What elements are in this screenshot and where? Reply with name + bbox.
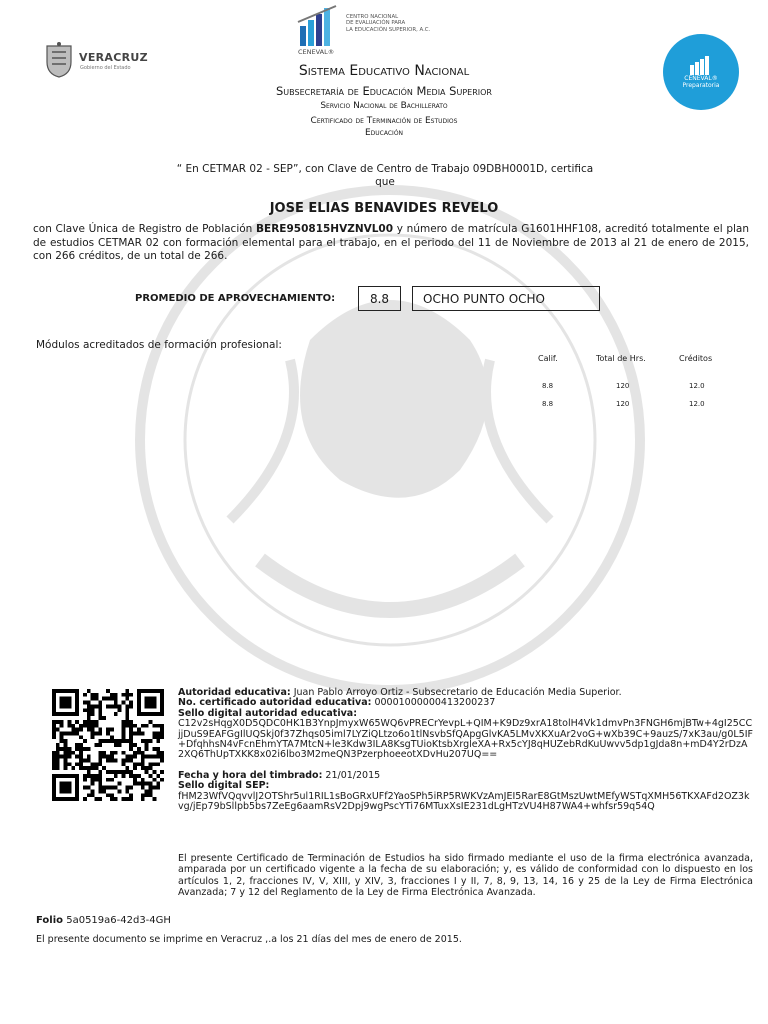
modules-header-credits: Créditos [679, 354, 713, 363]
folio-label: Folio [36, 915, 64, 926]
ceneval-line-3: LA EDUCACIÓN SUPERIOR, A.C. [346, 26, 431, 33]
promedio-words: OCHO PUNTO OCHO [412, 286, 600, 311]
veracruz-subtitle: Gobierno del Estado [80, 65, 131, 71]
ceneval-line-2: DE EVALUACIÓN PARA [346, 20, 406, 27]
seal-label: Sello digital autoridad educativa: [178, 707, 358, 719]
cert-no-label: No. certificado autoridad educativa: [178, 697, 372, 709]
signature-block [178, 688, 753, 812]
modules-title: Módulos acreditados de formación profesional: [36, 339, 282, 351]
qr-code [52, 689, 164, 801]
ceneval-line-1: CENTRO NACIONAL [346, 14, 399, 20]
certifies-line-2: que [375, 176, 395, 188]
ceneval-circle-sub: Preparatoria [682, 82, 720, 89]
header-line-2: Subsecretaría de Educación Media Superior [275, 84, 492, 98]
ceneval-name-lines [346, 14, 430, 33]
module-row-1-calif: 8.8 [542, 382, 554, 390]
paragraph-rest: y número de matrícula G1601HHF108, acreditó totalmente el plan de estudios CETMAR 02 con formación elemental para el trabajo, en el periodo del 11 de Noviembre de 2013 al 21 de enero de 2015, con 266 créditos, de un total de 266. [33, 223, 749, 262]
curp-value: BERE950815HVZNVL00 [256, 223, 394, 235]
veracruz-name: VERACRUZ [79, 51, 148, 64]
printed-note: El presente documento se imprime en Veracruz ,.a los 21 días del mes de enero de 2015. [36, 934, 462, 945]
curp-prefix: con Clave Única de Registro de Población [33, 223, 257, 235]
header-line-3: Servicio Nacional de Bachillerato [320, 101, 448, 111]
module-row-1-credits: 12.0 [689, 382, 705, 390]
student-paragraph [33, 223, 749, 264]
authority-label: Autoridad educativa: [178, 687, 291, 698]
header-line-4: Certificado de Terminación de Estudios [310, 116, 458, 126]
module-row-2-hours: 120 [616, 400, 630, 408]
folio [36, 915, 171, 926]
header-line-5: Educación [364, 128, 404, 138]
date-label: Fecha y hora del timbrado: [178, 769, 323, 781]
modules-header-hours: Total de Hrs. [596, 354, 646, 363]
ceneval-circle-brand: CENEVAL® [684, 75, 718, 82]
certifies-line-1: “ En CETMAR 02 - SEP”, con Clave de Centro de Trabajo 09DBH0001D, certifica [176, 163, 594, 175]
header-line-1: Sistema Educativo Nacional [298, 63, 470, 79]
seal-value: C12v2sHqgX0D5QDC0HK1B3YnpJmyxW65WQ6vPRECrYevpL+QIM+K9Dz9xrA18tolH4Vk1dmvPn3FNGH6mjBTw+4gI25CCjjDuS9EAFGgIlUQSkj0f37Zhqs05iml7LYZiQLtzo6o1tlNsvbSfQApgGlvKA5LMvXKXuAr2voG+wXb39C+9auzS/7xK3au/g0L5IF+DfqhhsN4vFcnEhmYTA7MtcN+le3Kdw3ILA8KsgTUioKtsbXrgleXA+Rx5cYJ8qHUZebRdKuUwvv5dp1gJda8n+mD4Y2rDzA2XQ6ThUpTXKK8x02i6lbo3M2meQN3PzerphoeeotXDvHu207UQ== [178, 718, 753, 761]
cert-no-value: 00001000000413200237 [371, 697, 496, 709]
authority-value: Juan Pablo Arroyo Ortiz - Subsecretario de Educación Media Superior. [290, 687, 622, 698]
folio-value: 5a0519a6-42d3-4GH [63, 915, 171, 926]
promedio-label: PROMEDIO DE APROVECHAMIENTO: [135, 293, 336, 304]
promedio-value: 8.8 [358, 286, 401, 311]
module-row-2-calif: 8.8 [542, 400, 554, 408]
date-value: 21/01/2015 [322, 769, 381, 781]
student-name: JOSE ELIAS BENAVIDES REVELO [269, 201, 499, 216]
modules-header-calif: Calif. [538, 354, 558, 363]
ceneval-bars-icon [296, 4, 342, 48]
module-row-2-credits: 12.0 [689, 400, 705, 408]
module-row-1-hours: 120 [616, 382, 630, 390]
legal-notice: El presente Certificado de Terminación de Estudios ha sido firmado mediante el uso de la firma electrónica avanzada, amparada por un certificado vigente a la fecha de su elaboración; y, es válido de conformidad con lo dispuesto en los artículos 1, 2, fracciones IV, V, XIII, y XIV, 3, fracciones I y II, 7, 8, 9, 13, 14, 16 y 25 de la Ley de Firma Electrónica Avanzada; 7 y 12 del Reglamento de la Ley de Firma Electrónica Avanzada. [178, 853, 753, 898]
sep-seal-value: fHM23WfVQqvvlJ2OTShr5ul1RIL1sBoGRxUFf2YaoSPh5iRP5RWKVzAmJEI5RarE8GtMszUwtMEfyWSTqXMH56TKXAFd2OZ3kvg/jEp79bSllpb5bs7ZeEg6aamRsV2Dpj9wgPscYTi76MTuxXsIE231dLgHTzVU4H87WA4+whfsr59q54Q [178, 790, 750, 813]
ceneval-brand: CENEVAL® [298, 48, 335, 56]
certifies-statement [150, 163, 620, 189]
sep-seal-label: Sello digital SEP: [178, 780, 270, 792]
ceneval-logo [296, 4, 456, 64]
